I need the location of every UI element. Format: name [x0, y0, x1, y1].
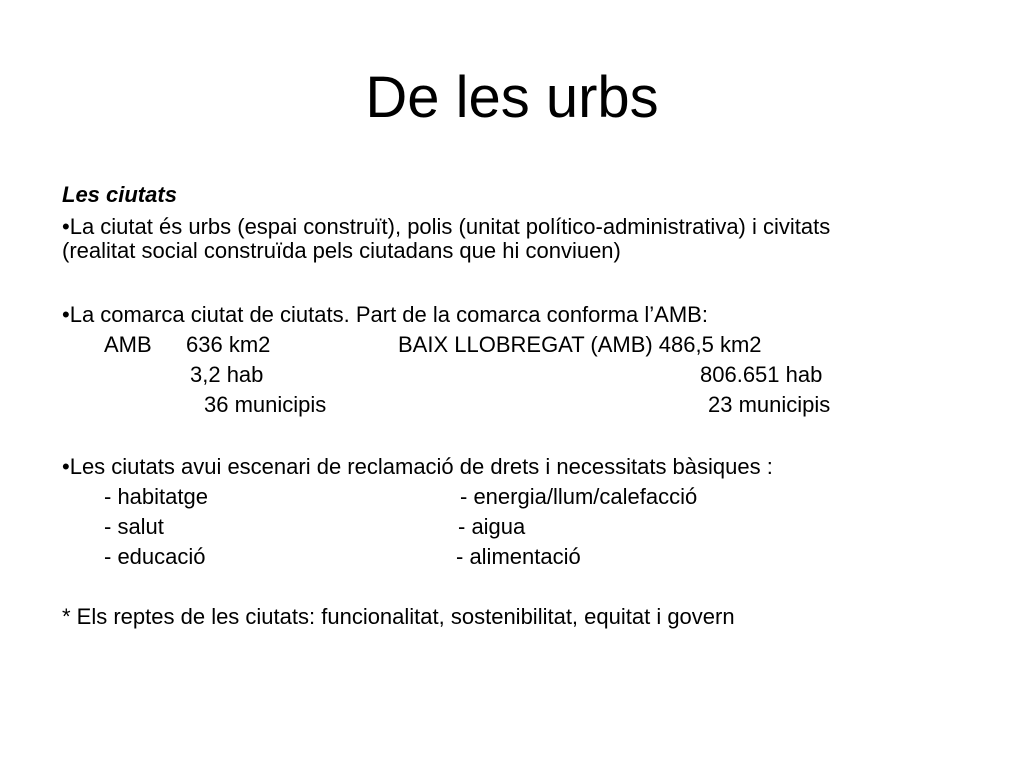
- bullet-urbs-line-2: (realitat social construïda pels ciutadans que hi conviuen): [62, 238, 621, 263]
- baix-llobregat-population: 806.651 hab: [700, 362, 823, 387]
- amb-label: AMB: [104, 332, 152, 357]
- bullet-comarca-intro: •La comarca ciutat de ciutats. Part de la comarca conforma l’AMB:: [62, 302, 708, 327]
- amb-area: 636 km2: [186, 332, 271, 357]
- reptes-note: * Els reptes de les ciutats: funcionalitat, sostenibilitat, equitat i govern: [62, 604, 735, 629]
- need-alimentacio: - alimentació: [456, 544, 581, 569]
- amb-population: 3,2 hab: [190, 362, 264, 387]
- bullet-drets-intro: •Les ciutats avui escenari de reclamació de drets i necessitats bàsiques :: [62, 454, 773, 479]
- need-educacio: - educació: [104, 544, 206, 569]
- need-energia: - energia/llum/calefacció: [460, 484, 698, 509]
- bullet-urbs-line-1: •La ciutat és urbs (espai construït), polis (unitat político-administrativa) i civitats: [62, 214, 831, 239]
- baix-llobregat-label: BAIX LLOBREGAT (AMB) 486,5 km2: [398, 332, 762, 357]
- amb-municipalities: 36 municipis: [204, 392, 327, 417]
- need-habitatge: - habitatge: [104, 484, 208, 509]
- need-aigua: - aigua: [458, 514, 526, 539]
- slide-title: De les urbs: [365, 65, 659, 130]
- subheading: Les ciutats: [62, 182, 177, 207]
- need-salut: - salut: [104, 514, 164, 539]
- baix-llobregat-municipalities: 23 municipis: [708, 392, 831, 417]
